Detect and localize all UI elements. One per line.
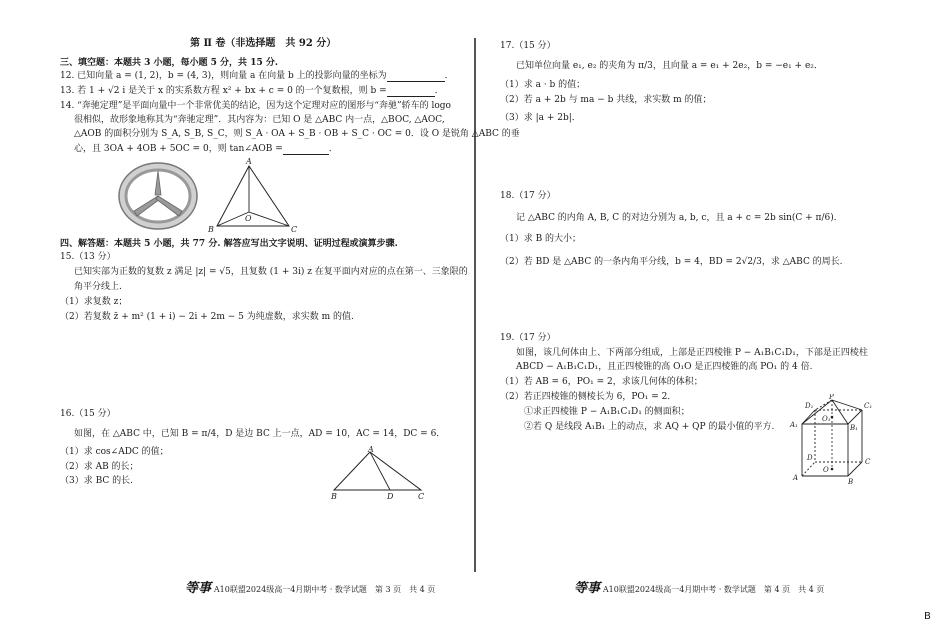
- question-17-part2: （2）若 a + 2b 与 ma − b 共线，求实数 m 的值；: [500, 95, 712, 105]
- footer-left: [185, 583, 435, 596]
- section-title: 第 Ⅱ 卷（非选择题 共 92 分）: [190, 38, 337, 49]
- point-label-b1: B₁: [850, 424, 858, 432]
- vertex-label-b: B: [208, 225, 214, 234]
- question-17-line1: 已知单位向量 e₁, e₂ 的夹角为 π/3，且向量 a = e₁ + 2e₂，b = −e₁ + e₂．: [516, 61, 823, 71]
- question-17-part1: （1）求 a · b 的值；: [500, 80, 586, 90]
- question-17-part3: （3）求 |a + 2b|．: [500, 113, 581, 123]
- question-14-line2: 很相似，故形象地称其为“奔驰定理”．其内容为：已知 O 是 △ABC 内一点，△BOC, △AOC,: [74, 115, 445, 125]
- question-12: 12. 已知向量 a = (1, 2)，b = (4, 3)，则向量 a 在向量 b 上的投影向量的坐标为 ．: [60, 71, 454, 81]
- answer-blank: [387, 72, 445, 82]
- question-18-head: 18.（17 分）: [500, 191, 556, 201]
- question-18-part1: （1）求 B 的大小；: [500, 234, 582, 244]
- question-15-part1: （1）求复数 z；: [60, 297, 128, 307]
- point-label-b: B: [848, 478, 854, 486]
- question-19-sub1: ①求正四棱锥 P − A₁B₁C₁D₁ 的侧面积；: [524, 407, 690, 417]
- question-14-line3: △AOB 的面积分别为 S_A, S_B, S_C，则 S_A · OA + S_B · OB + S_C · OC = 0．设 O 是锐角 △ABC 的垂: [74, 129, 520, 139]
- question-18-part2: （2）若 BD 是 △ABC 的一条内角平分线，b = 4，BD = 2√2/3，求 △ABC 的周长.: [500, 257, 843, 267]
- point-label-a1: A₁: [790, 421, 798, 429]
- question-15-part2: （2）若复数 z̄ + m² (1 + i) − 2i + 2m − 5 为纯虚数，求实数 m 的值.: [60, 312, 354, 322]
- benz-logo-figure: [116, 162, 200, 232]
- publisher-logo: 等事: [574, 581, 601, 596]
- question-15-line1: 已知实部为正数的复数 z 满足 |z| = √5，且复数 (1 + 3i) z 在复平面内对应的点在第一、三象限的: [74, 267, 468, 277]
- fill-heading: 三、填空题：本题共 3 小题，每小题 5 分，共 15 分.: [60, 58, 278, 68]
- answer-blank: [387, 87, 435, 97]
- point-label-o: O: [823, 466, 829, 474]
- question-13: 13. 若 1 + √2 i 是关于 x 的实系数方程 x² + bx + c = 0 的一个复数根，则 b = ．: [60, 86, 444, 96]
- question-19-line2: ABCD − A₁B₁C₁D₁，且正四棱锥的高 O₁O 是正四棱锥的高 PO₁ 的 4 倍.: [516, 362, 813, 372]
- question-17-head: 17.（15 分）: [500, 41, 556, 51]
- question-14-line1: 14. “奔驰定理”是平面向量中一个非常优美的结论，因为这个定理对应的图形与“奔驰”轿车的 logo: [60, 101, 451, 111]
- point-label-o: O: [245, 214, 252, 223]
- question-16-part3: （3）求 BC 的长.: [60, 476, 133, 486]
- triangle-ABC-figure: [205, 158, 300, 234]
- question-19-part2: （2）若正四棱锥的侧棱长为 6，PO₁ = 2．: [500, 392, 677, 402]
- vertex-label-c: C: [418, 492, 425, 501]
- question-18-line1: 记 △ABC 的内角 A, B, C 的对边分别为 a, b, c，且 a + c = 2b sin(C + π/6)．: [516, 213, 843, 223]
- footer-right: [574, 583, 824, 596]
- question-16-part2: （2）求 AB 的长；: [60, 462, 139, 472]
- vertex-label-c: C: [291, 225, 298, 234]
- question-15-head: 15.（13 分）: [60, 252, 116, 262]
- triangle-ABD-C-figure: [326, 446, 430, 504]
- point-label-o1: O₁: [822, 415, 831, 423]
- question-19-head: 19.（17 分）: [500, 333, 556, 343]
- answer-heading: 四、解答题：本题共 5 小题，共 77 分. 解答应写出文字说明、证明过程或演算步骤.: [60, 239, 398, 249]
- point-label-a: A: [793, 474, 799, 482]
- question-19-part1: （1）若 AB = 6，PO₁ = 2，求该几何体的体积；: [500, 377, 703, 387]
- question-14-line4: 心，且 3OA + 4OB + 5OC = 0，则 tan∠AOB = ．: [74, 144, 338, 154]
- question-16-part1: （1）求 cos∠ADC 的值；: [60, 447, 169, 457]
- vertex-label-a: A: [246, 158, 252, 166]
- question-19-line1: 如图，该几何体由上、下两部分组成，上部是正四棱锥 P − A₁B₁C₁D₁，下部是正四棱柱: [516, 348, 868, 358]
- publisher-logo: 等事: [185, 581, 212, 596]
- right-page: [476, 0, 950, 634]
- footer-text: A10联盟2024级高一4月期中考 · 数学试题 第 3 页 共 4 页: [213, 585, 436, 594]
- question-16-line1: 如图，在 △ABC 中，已知 B = π/4，D 是边 BC 上一点，AD = 10，AC = 14，DC = 6．: [74, 429, 446, 439]
- solid-figure: [788, 394, 880, 486]
- point-label-d: D: [807, 454, 813, 462]
- question-16-head: 16.（15 分）: [60, 409, 116, 419]
- point-label-d1: D₁: [805, 402, 814, 410]
- question-15-line2: 角平分线上.: [74, 282, 122, 292]
- corner-mark: B: [924, 611, 931, 622]
- question-19-sub2: ②若 Q 是线段 A₁B₁ 上的动点，求 AQ + QP 的最小值的平方.: [524, 422, 775, 432]
- footer-text: A10联盟2024级高一4月期中考 · 数学试题 第 4 页 共 4 页: [602, 585, 825, 594]
- point-label-p: P: [829, 394, 834, 401]
- vertex-label-b: B: [331, 492, 337, 501]
- point-label-d: D: [387, 492, 394, 501]
- vertex-label-a: A: [368, 446, 374, 454]
- point-label-c1: C₁: [864, 402, 873, 410]
- point-label-c: C: [865, 458, 871, 466]
- answer-blank: [283, 145, 329, 155]
